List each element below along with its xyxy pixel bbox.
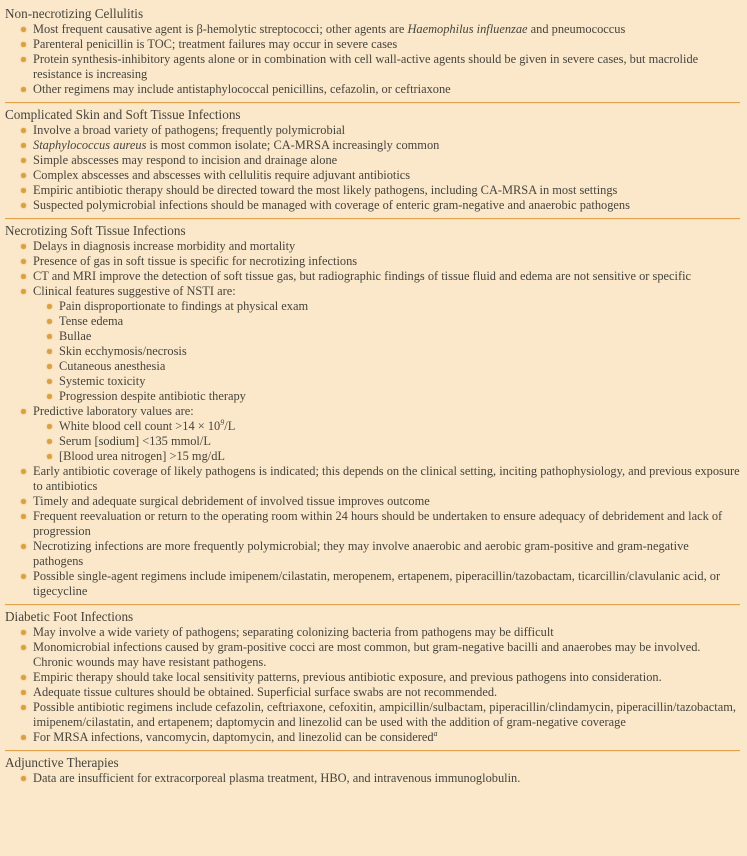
list-item xyxy=(20,22,740,37)
item-text: Data are insufficient for extracorporeal plasma treatment, HBO, and intravenous immunoglobulin. xyxy=(33,771,521,785)
item-text: Protein synthesis-inhibitory agents alone or in combination with cell wall-active agents should be given in severe cases, but macrolide resistance is increasing xyxy=(33,52,699,81)
list-item xyxy=(20,700,740,730)
bullet-icon xyxy=(21,203,26,208)
item-text: Most frequent causative agent is β-hemolytic streptococci; other agents are Haemophilus influenzae and pneumococcus xyxy=(33,22,626,36)
item-text: Tense edema xyxy=(59,314,124,328)
list-item xyxy=(20,625,740,640)
list-item xyxy=(20,123,740,138)
item-text: Skin ecchymosis/necrosis xyxy=(59,344,187,358)
bullet-icon xyxy=(47,319,52,324)
item-text: Suspected polymicrobial infections should be managed with coverage of enteric gram-negative and anaerobic pathogens xyxy=(33,198,630,212)
bullet-list xyxy=(5,239,740,599)
bullet-icon xyxy=(47,454,52,459)
item-text: Involve a broad variety of pathogens; frequently polymicrobial xyxy=(33,123,346,137)
section-title: Diabetic Foot Infections xyxy=(5,609,134,624)
bullet-icon xyxy=(47,349,52,354)
list-item xyxy=(46,389,740,404)
item-text: Empiric therapy should take local sensitivity patterns, previous antibiotic exposure, and previous pathogens into consideration. xyxy=(33,670,662,684)
bullet-icon xyxy=(21,158,26,163)
list-item xyxy=(46,314,740,329)
list-item xyxy=(46,299,740,314)
bullet-icon xyxy=(21,87,26,92)
list-item xyxy=(20,269,740,284)
list-item xyxy=(20,254,740,269)
bullet-icon xyxy=(47,379,52,384)
item-text: Necrotizing infections are more frequently polymicrobial; they may involve anaerobic and aerobic gram-positive and gram-negative pathogens xyxy=(33,539,689,568)
list-item xyxy=(20,284,740,299)
bullet-icon xyxy=(21,735,26,740)
item-text: Delays in diagnosis increase morbidity and mortality xyxy=(33,239,296,253)
item-text: May involve a wide variety of pathogens; separating colonizing bacteria from pathogens may be difficult xyxy=(33,625,554,639)
item-text: Other regimens may include antistaphylococcal penicillins, cefazolin, or ceftriaxone xyxy=(33,82,451,96)
list-item xyxy=(20,494,740,509)
bullet-icon xyxy=(21,188,26,193)
bullet-icon xyxy=(21,630,26,635)
bullet-icon xyxy=(21,645,26,650)
bullet-icon xyxy=(47,424,52,429)
list-item xyxy=(20,730,740,745)
list-item xyxy=(46,419,740,434)
item-text: Timely and adequate surgical debridement of involved tissue improves outcome xyxy=(33,494,430,508)
section-title: Non-necrotizing Cellulitis xyxy=(5,6,144,21)
item-text: Possible antibiotic regimens include cefazolin, ceftriaxone, cefoxitin, ampicillin/sulbactam, piperacillin/clindamycin, piperacillin/tazobactam, imipenem/cilastatin, and ertapenem; daptomycin and linezolid can be used with the addition of gram-negative coverage xyxy=(33,700,736,729)
item-text: Presence of gas in soft tissue is specific for necrotizing infections xyxy=(33,254,358,268)
bullet-list xyxy=(5,771,740,786)
list-item xyxy=(20,640,740,670)
list-item xyxy=(20,183,740,198)
bullet-icon xyxy=(21,574,26,579)
list-item xyxy=(20,198,740,213)
bullet-list xyxy=(5,22,740,97)
bullet-icon xyxy=(21,409,26,414)
item-text: CT and MRI improve the detection of soft tissue gas, but radiographic findings of tissue fluid and edema are not sensitive or specific xyxy=(33,269,692,283)
list-item xyxy=(20,670,740,685)
list-item xyxy=(20,239,740,254)
bullet-icon xyxy=(47,364,52,369)
item-text: Adequate tissue cultures should be obtained. Superficial surface swabs are not recommended. xyxy=(33,685,498,699)
list-item xyxy=(20,37,740,52)
bullet-icon xyxy=(21,259,26,264)
list-item xyxy=(46,374,740,389)
item-text: Possible single-agent regimens include imipenem/cilastatin, meropenem, ertapenem, piperacillin/tazobactam, ticarcillin/clavulanic acid, or tigecycline xyxy=(33,569,721,598)
bullet-icon xyxy=(21,690,26,695)
item-text: For MRSA infections, vancomycin, daptomycin, and linezolid can be considered$^a$ xyxy=(33,728,438,744)
item-text: White blood cell count $>14 \times 10^9/L$ xyxy=(59,417,236,433)
section-title: Complicated Skin and Soft Tissue Infections xyxy=(5,107,241,122)
bullet-icon xyxy=(21,469,26,474)
list-item xyxy=(20,509,740,539)
list-item xyxy=(20,52,740,82)
bullet-icon xyxy=(21,27,26,32)
bullet-icon xyxy=(21,244,26,249)
bullet-icon xyxy=(21,514,26,519)
bullet-icon xyxy=(21,776,26,781)
list-item xyxy=(20,464,740,494)
bullet-icon xyxy=(21,42,26,47)
item-text: [Blood urea nitrogen] >15 mg/dL xyxy=(59,449,225,463)
item-text: Serum [sodium] <135 mmol/L xyxy=(59,434,211,448)
list-item xyxy=(46,344,740,359)
bullet-icon xyxy=(21,57,26,62)
bullet-icon xyxy=(47,439,52,444)
bullet-list xyxy=(5,625,740,745)
list-item xyxy=(46,434,740,449)
section-title: Adjunctive Therapies xyxy=(5,755,119,770)
item-text: Cutaneous anesthesia xyxy=(59,359,166,373)
list-item xyxy=(46,449,740,464)
list-item xyxy=(20,82,740,97)
item-text: Bullae xyxy=(59,329,92,343)
item-text: Staphylococcus aureus is most common isolate; CA-MRSA increasingly common xyxy=(33,138,440,152)
bullet-icon xyxy=(47,394,52,399)
list-item xyxy=(46,329,740,344)
section xyxy=(5,5,740,102)
section xyxy=(5,750,740,791)
bullet-icon xyxy=(47,304,52,309)
item-text: Complex abscesses and abscesses with cellulitis require adjuvant antibiotics xyxy=(33,168,411,182)
list-item xyxy=(20,404,740,419)
bullet-icon xyxy=(21,675,26,680)
list-item xyxy=(46,359,740,374)
item-text: Systemic toxicity xyxy=(59,374,146,388)
item-text: Clinical features suggestive of NSTI are: xyxy=(33,284,236,298)
item-text: Empiric antibiotic therapy should be directed toward the most likely pathogens, including CA-MRSA in most settings xyxy=(33,183,618,197)
bullet-icon xyxy=(21,143,26,148)
list-item xyxy=(20,138,740,153)
item-text: Pain disproportionate to findings at physical exam xyxy=(59,299,309,313)
item-text: Progression despite antibiotic therapy xyxy=(59,389,246,403)
item-text: Early antibiotic coverage of likely pathogens is indicated; this depends on the clinical setting, inciting pathophysiology, and previous exposure to antibiotics xyxy=(33,464,740,493)
bullet-icon xyxy=(47,334,52,339)
item-text: Monomicrobial infections caused by gram-positive cocci are most common, but gram-negative bacilli and anaerobes may be involved. Chronic wounds may have resistant pathogens. xyxy=(33,640,701,669)
list-item xyxy=(20,685,740,700)
item-text: Parenteral penicillin is TOC; treatment failures may occur in severe cases xyxy=(33,37,398,51)
section xyxy=(5,604,740,750)
bullet-icon xyxy=(21,128,26,133)
item-text: Frequent reevaluation or return to the operating room within 24 hours should be undertaken to ensure adequacy of debridement and lack of progression xyxy=(33,509,723,538)
bullet-icon xyxy=(21,289,26,294)
list-item xyxy=(20,569,740,599)
item-text: Predictive laboratory values are: xyxy=(33,404,194,418)
list-item xyxy=(20,771,740,786)
bullet-icon xyxy=(21,544,26,549)
item-text: Simple abscesses may respond to incision and drainage alone xyxy=(33,153,338,167)
bullet-list xyxy=(5,123,740,213)
section-title: Necrotizing Soft Tissue Infections xyxy=(5,223,186,238)
bullet-icon xyxy=(21,499,26,504)
bullet-icon xyxy=(21,173,26,178)
bullet-icon xyxy=(21,274,26,279)
section xyxy=(5,218,740,604)
bullet-icon xyxy=(21,705,26,710)
section xyxy=(5,102,740,218)
list-item xyxy=(20,539,740,569)
list-item xyxy=(20,168,740,183)
list-item xyxy=(20,153,740,168)
